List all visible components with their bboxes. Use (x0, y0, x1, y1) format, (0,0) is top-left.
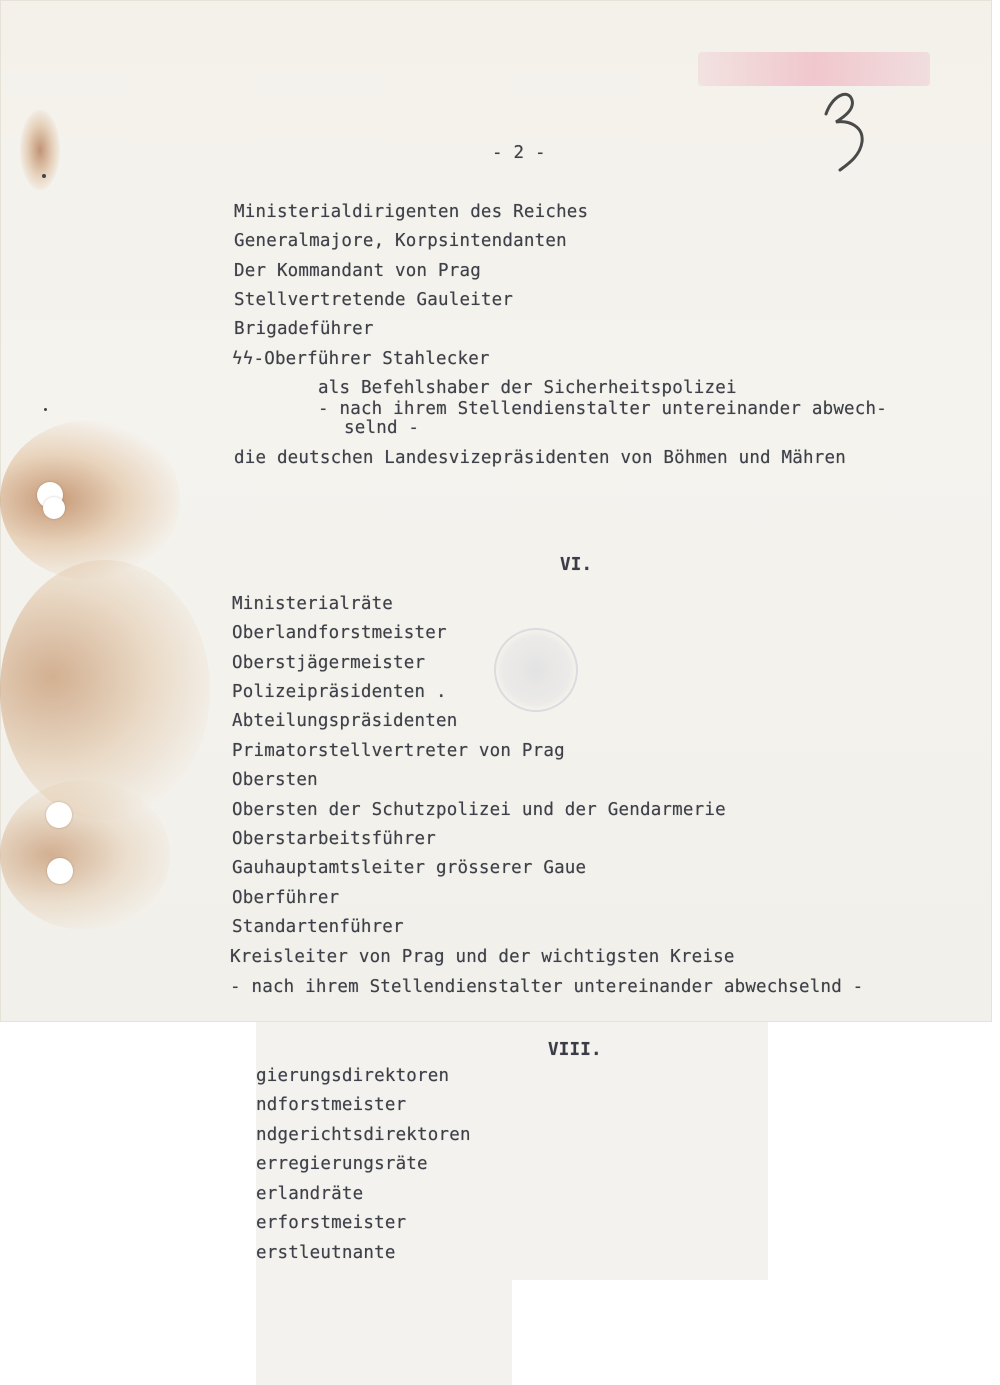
document-fragment (256, 1022, 768, 1280)
section-viii-heading: VIII. (548, 1040, 602, 1060)
section-v-line: Generalmajore, Korpsintendanten (234, 231, 567, 251)
section-v-line: Stellvertretende Gauleiter (234, 290, 514, 310)
section-viii-line: gierungsdirektoren (256, 1066, 450, 1086)
punch-hole (46, 802, 72, 828)
section-viii-line: ndforstmeister (256, 1095, 407, 1115)
section-vi-line: - nach ihrem Stellendienstalter untereinander abwechselnd - (230, 977, 864, 997)
burn-stain (0, 560, 210, 820)
burn-stain (0, 780, 170, 930)
section-vi-line: Abteilungspräsidenten (232, 711, 458, 731)
section-vi-line: Obersten der Schutzpolizei und der Gendarmerie (232, 800, 726, 820)
section-v-line: Brigadeführer (234, 319, 374, 339)
section-v-line: Der Kommandant von Prag (234, 261, 481, 281)
section-viii-line: ndgerichtsdirektoren (256, 1125, 471, 1145)
section-vi-heading: VI. (560, 555, 593, 575)
section-v-note: als Befehlshaber der Sicherheitspolizei (318, 378, 737, 398)
section-vi-line: Kreisleiter von Prag und der wichtigsten Kreise (230, 947, 735, 967)
section-v-last-line: die deutschen Landesvizepräsidenten von Böhmen und Mähren (234, 448, 846, 468)
section-vi-line: Gauhauptamtsleiter grösserer Gaue (232, 858, 587, 878)
stain-dot (42, 174, 46, 178)
burn-stain (20, 110, 60, 190)
section-vi-line: Ministerialräte (232, 594, 394, 614)
section-v-note: - nach ihrem Stellendienstalter untereinander abwech- (318, 399, 888, 419)
section-viii-line: erregierungsräte (256, 1154, 428, 1174)
punch-hole (47, 858, 73, 884)
section-vi-line: Primatorstellvertreter von Prag (232, 741, 565, 761)
round-stamp (494, 628, 578, 712)
section-viii-line: erforstmeister (256, 1213, 407, 1233)
section-vi-line: Oberlandforstmeister (232, 623, 447, 643)
stain-dot (44, 408, 47, 411)
section-v-line: ϟϟ-Oberführer Stahlecker (232, 349, 490, 369)
section-vi-line: Oberstarbeitsführer (232, 829, 436, 849)
page-number: - 2 - (492, 143, 546, 163)
section-viii-line: erlandräte (256, 1184, 364, 1204)
red-stamp (698, 52, 930, 86)
section-vi-line: Obersten (232, 770, 318, 790)
section-vi-line: Oberstjägermeister (232, 653, 426, 673)
document-fragment (256, 1280, 512, 1385)
burn-stain (0, 420, 180, 580)
handwritten-number-mark (818, 86, 878, 176)
punch-hole (43, 497, 65, 519)
section-v-note: selnd - (344, 418, 420, 438)
section-vi-line: Oberführer (232, 888, 340, 908)
section-vi-line: Polizeipräsidenten . (232, 682, 447, 702)
section-vi-line: Standartenführer (232, 917, 404, 937)
section-v-line: Ministerialdirigenten des Reiches (234, 202, 589, 222)
section-viii-line: erstleutnante (256, 1243, 396, 1263)
